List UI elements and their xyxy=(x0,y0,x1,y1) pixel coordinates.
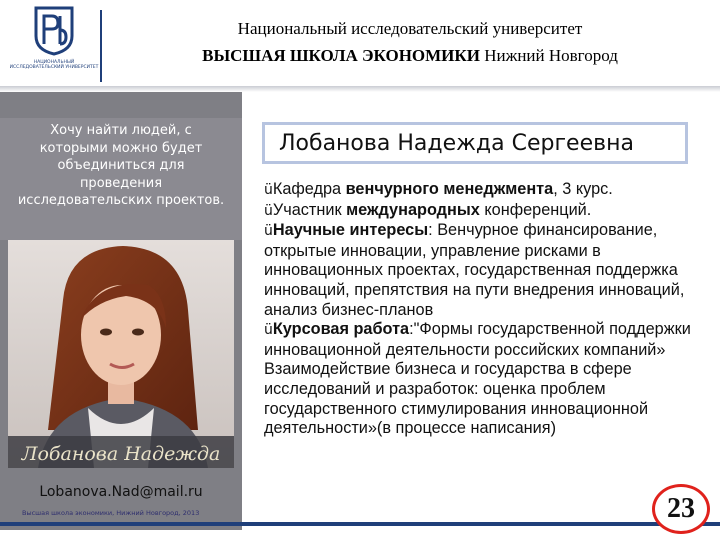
bottom-bar xyxy=(0,522,720,526)
blurb-line: объединиться для xyxy=(57,158,185,173)
blurb-line: которыми можно будет xyxy=(39,140,203,156)
header-school-name: ВЫСШАЯ ШКОЛА ЭКОНОМИКИ xyxy=(202,46,480,65)
page-number-badge: 23 xyxy=(652,484,710,534)
header-city: Нижний Новгород xyxy=(479,46,618,65)
hse-shield-icon xyxy=(32,6,76,56)
check-icon: ü xyxy=(264,182,273,198)
student-name: Лобанова Надежда Сергеевна xyxy=(279,130,634,156)
contact-email[interactable]: Lobanova.Nad@mail.ru xyxy=(39,484,203,500)
header-title xyxy=(110,18,710,68)
header-line-1: Национальный исследовательский университет xyxy=(237,19,583,38)
hse-logo xyxy=(8,6,100,90)
header-line-2 xyxy=(110,44,710,68)
blurb-line: исследовательских проектов. xyxy=(17,193,225,208)
blurb-line: проведения xyxy=(79,175,163,191)
goal-blurb xyxy=(0,118,242,240)
slide-header xyxy=(0,0,720,90)
bio-item-coursework: üКурсовая работа:"Формы государственной поддержки инновационной деятельности российских компаний» Взаимодействие бизнеса и государства в сфере исследований и разработок: оценка проблем государственного стимулирования инновационной деятельности»(в процессе написания) xyxy=(264,320,691,438)
profile-bio xyxy=(264,180,710,439)
check-icon: ü xyxy=(264,202,273,219)
bio-item-interests: üНаучные интересы: Венчурное финансирование, открытые инновации, управление рисками в инновационных проектах, государственная поддержка инноваций, препятствия на пути внедрения инноваций, анализ бизнес-планов xyxy=(264,221,685,319)
photo-signature: Лобанова Надежда xyxy=(21,443,221,465)
bio-item-department: üКафедра венчурного менеджмента, 3 курс. xyxy=(264,180,613,198)
check-icon: ü xyxy=(264,322,273,339)
blurb-line: Хочу найти людей, с xyxy=(50,123,192,138)
bio-item-conferences: üУчастник международных конференций. xyxy=(264,200,592,219)
check-icon: ü xyxy=(264,223,273,240)
header-divider xyxy=(100,10,102,82)
name-box xyxy=(262,122,688,164)
slide-footer: Высшая школа экономики, Нижний Новгород, 2013 xyxy=(22,509,200,517)
portrait-photo xyxy=(8,240,234,468)
logo-caption: НАЦИОНАЛЬНЫЙ ИССЛЕДОВАТЕЛЬСКИЙ УНИВЕРСИТЕТ xyxy=(9,60,99,70)
